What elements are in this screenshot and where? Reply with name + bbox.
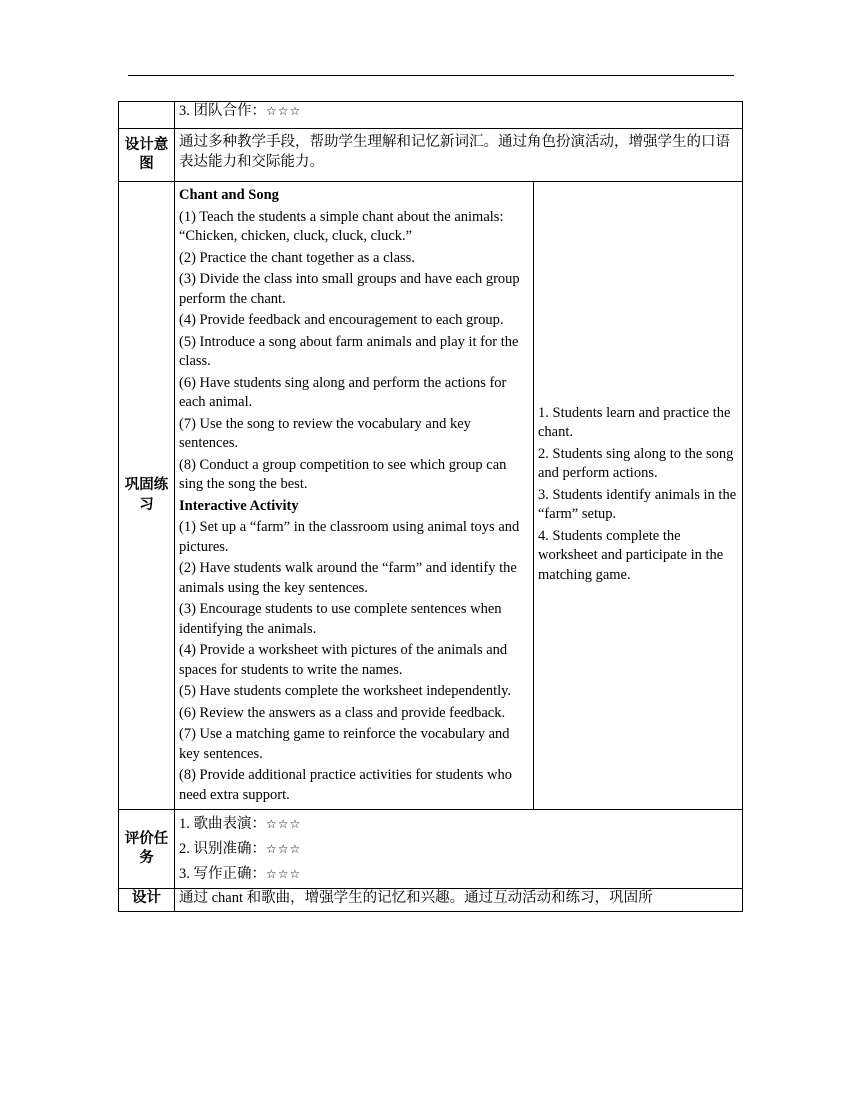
header-rule — [128, 75, 734, 76]
evaluation-item — [179, 837, 738, 862]
student-activity-item: 2. Students sing along to the song and perform actions. — [538, 445, 734, 482]
star-rating-icon: ☆☆☆ — [266, 816, 302, 831]
list-item: (4) Provide feedback and encouragement to each group. — [179, 312, 504, 328]
practice-content-cell — [175, 182, 534, 810]
list-item: (2) Practice the chant together as a class. — [179, 249, 415, 266]
teamwork-cell — [175, 102, 743, 129]
practice-label: 巩固练习 — [119, 182, 175, 810]
list-item: (6) Review the answers as a class and provide feedback. — [179, 704, 506, 721]
list-item: (3) Encourage students to use complete sentences when identifying the animals. — [179, 601, 502, 637]
list-item: (5) Have students complete the worksheet independently. — [179, 683, 512, 699]
student-activity-item: 1. Students learn and practice the chant. — [538, 404, 731, 441]
evaluation-item-text: 2. 识别准确： — [179, 840, 266, 857]
student-activities-cell — [534, 182, 743, 810]
evaluation-item-text: 3. 写作正确： — [179, 865, 266, 882]
evaluation-item — [179, 862, 738, 887]
list-item: (7) Use a matching game to reinforce the vocabulary and key sentences. — [179, 726, 510, 762]
design-label: 设计 — [119, 889, 175, 912]
evaluation-label: 评价任务 — [119, 810, 175, 889]
list-item: (5) Introduce a song about farm animals and play it for the class. — [179, 333, 519, 369]
table-row-practice — [119, 182, 743, 810]
list-item: (1) Teach the students a simple chant about the animals: “Chicken, chicken, cluck, cluck, cluck.” — [179, 208, 504, 244]
list-item: (3) Divide the class into small groups and have each group perform the chant. — [179, 271, 520, 307]
star-rating-icon: ☆☆☆ — [266, 866, 302, 881]
design-intent-text: 通过多种教学手段，帮助学生理解和记忆新词汇。通过角色扮演活动，增强学生的口语表达能力和交际能力。 — [175, 129, 743, 182]
table-row-design — [119, 889, 743, 912]
evaluation-item — [179, 812, 738, 837]
evaluation-cell — [175, 810, 743, 889]
table-row-evaluation — [119, 810, 743, 889]
star-rating-icon: ☆☆☆ — [266, 104, 302, 118]
table-row-teamwork — [119, 102, 743, 129]
student-activity-item: 3. Students identify animals in the “farm” setup. — [538, 486, 737, 523]
design-text: 通过 chant 和歌曲，增强学生的记忆和兴趣。通过互动活动和练习，巩固所 — [175, 889, 743, 912]
list-item: (7) Use the song to review the vocabulary and key sentences. — [179, 415, 471, 451]
design-intent-label: 设计意图 — [119, 129, 175, 182]
list-item: (4) Provide a worksheet with pictures of the animals and spaces for students to write the names. — [179, 642, 508, 678]
lesson-plan-table — [118, 101, 743, 912]
list-item: (8) Conduct a group competition to see which group can sing the song the best. — [179, 456, 507, 492]
list-item: (6) Have students sing along and perform the actions for each animal. — [179, 374, 507, 410]
list-item: (2) Have students walk around the “farm” and identify the animals using the key sentences. — [179, 560, 517, 596]
list-item: (8) Provide additional practice activities for students who need extra support. — [179, 767, 513, 803]
section-heading-interactive: Interactive Activity — [179, 497, 299, 514]
table-row-design-intent — [119, 129, 743, 182]
evaluation-item-text: 1. 歌曲表演： — [179, 815, 266, 832]
student-activity-item: 4. Students complete the worksheet and participate in the matching game. — [538, 527, 724, 583]
star-rating-icon: ☆☆☆ — [266, 841, 302, 856]
teamwork-text: 3. 团队合作： — [179, 103, 266, 119]
section-heading-chant: Chant and Song — [179, 187, 279, 203]
list-item: (1) Set up a “farm” in the classroom using animal toys and pictures. — [179, 519, 520, 555]
empty-label-cell — [119, 102, 175, 129]
